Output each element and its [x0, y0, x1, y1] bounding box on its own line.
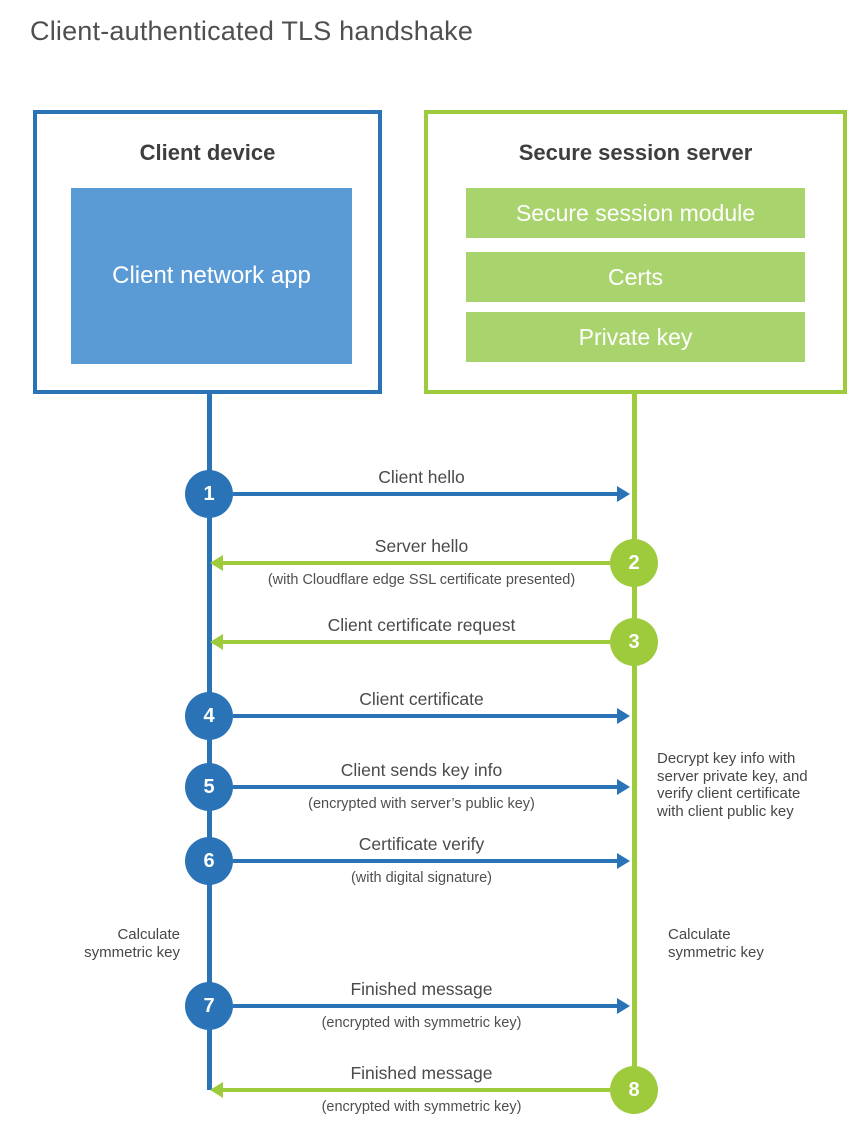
arrow-right-icon — [617, 708, 630, 724]
server-module-secure-session: Secure session module — [466, 188, 805, 238]
secure-session-server-box — [424, 110, 847, 394]
server-module-certs: Certs — [466, 252, 805, 302]
secure-session-server-title: Secure session server — [518, 140, 753, 165]
arrow-right-icon — [617, 779, 630, 795]
step-2-arrow-left — [223, 561, 610, 565]
step-2-label: Server hello — [374, 536, 469, 556]
step-6-arrow-right — [233, 859, 617, 863]
client-device-title: Client device — [139, 140, 276, 165]
step-2-sublabel: (with Cloudflare edge SSL certificate presented) — [267, 572, 576, 588]
arrow-left-icon — [210, 555, 223, 571]
step-4-label: Client certificate — [359, 689, 484, 709]
step-4-badge: 4 — [185, 692, 233, 740]
page-title: Client-authenticated TLS handshake — [30, 16, 474, 46]
step-8-arrow-left — [223, 1088, 610, 1092]
arrow-left-icon — [210, 1082, 223, 1098]
step-7-label: Finished message — [350, 979, 493, 999]
step-3-arrow-left — [223, 640, 610, 644]
step-6-label: Certificate verify — [358, 834, 485, 854]
calc-symmetric-key-note-server: Calculate symmetric key — [668, 926, 764, 961]
step-1-label: Client hello — [378, 467, 465, 487]
step-5-badge: 5 — [185, 763, 233, 811]
step-5-label: Client sends key info — [340, 760, 503, 780]
decrypt-note: Decrypt key info with server private key, and verify client certificate with client public key — [657, 750, 808, 820]
arrow-right-icon — [617, 853, 630, 869]
arrow-right-icon — [617, 486, 630, 502]
step-1-arrow-right — [233, 492, 617, 496]
calc-symmetric-key-note-client: Calculate symmetric key — [84, 926, 180, 961]
step-5-sublabel: (encrypted with server’s public key) — [308, 796, 535, 812]
step-3-label: Client certificate request — [327, 615, 516, 635]
client-network-app-label: Client network app — [112, 261, 311, 289]
step-6-badge: 6 — [185, 837, 233, 885]
step-8-sublabel: (encrypted with symmetric key) — [321, 1099, 522, 1115]
step-2-badge: 2 — [610, 539, 658, 587]
client-network-app-node — [71, 188, 352, 364]
step-7-sublabel: (encrypted with symmetric key) — [321, 1015, 522, 1031]
step-4-arrow-right — [233, 714, 617, 718]
arrow-left-icon — [210, 634, 223, 650]
step-1-badge: 1 — [185, 470, 233, 518]
step-5-arrow-right — [233, 785, 617, 789]
step-7-arrow-right — [233, 1004, 617, 1008]
step-8-badge: 8 — [610, 1066, 658, 1114]
arrow-right-icon — [617, 998, 630, 1014]
step-7-badge: 7 — [185, 982, 233, 1030]
client-device-box — [33, 110, 382, 394]
step-3-badge: 3 — [610, 618, 658, 666]
step-8-label: Finished message — [350, 1063, 493, 1083]
step-6-sublabel: (with digital signature) — [350, 870, 493, 886]
server-module-private-key: Private key — [466, 312, 805, 362]
